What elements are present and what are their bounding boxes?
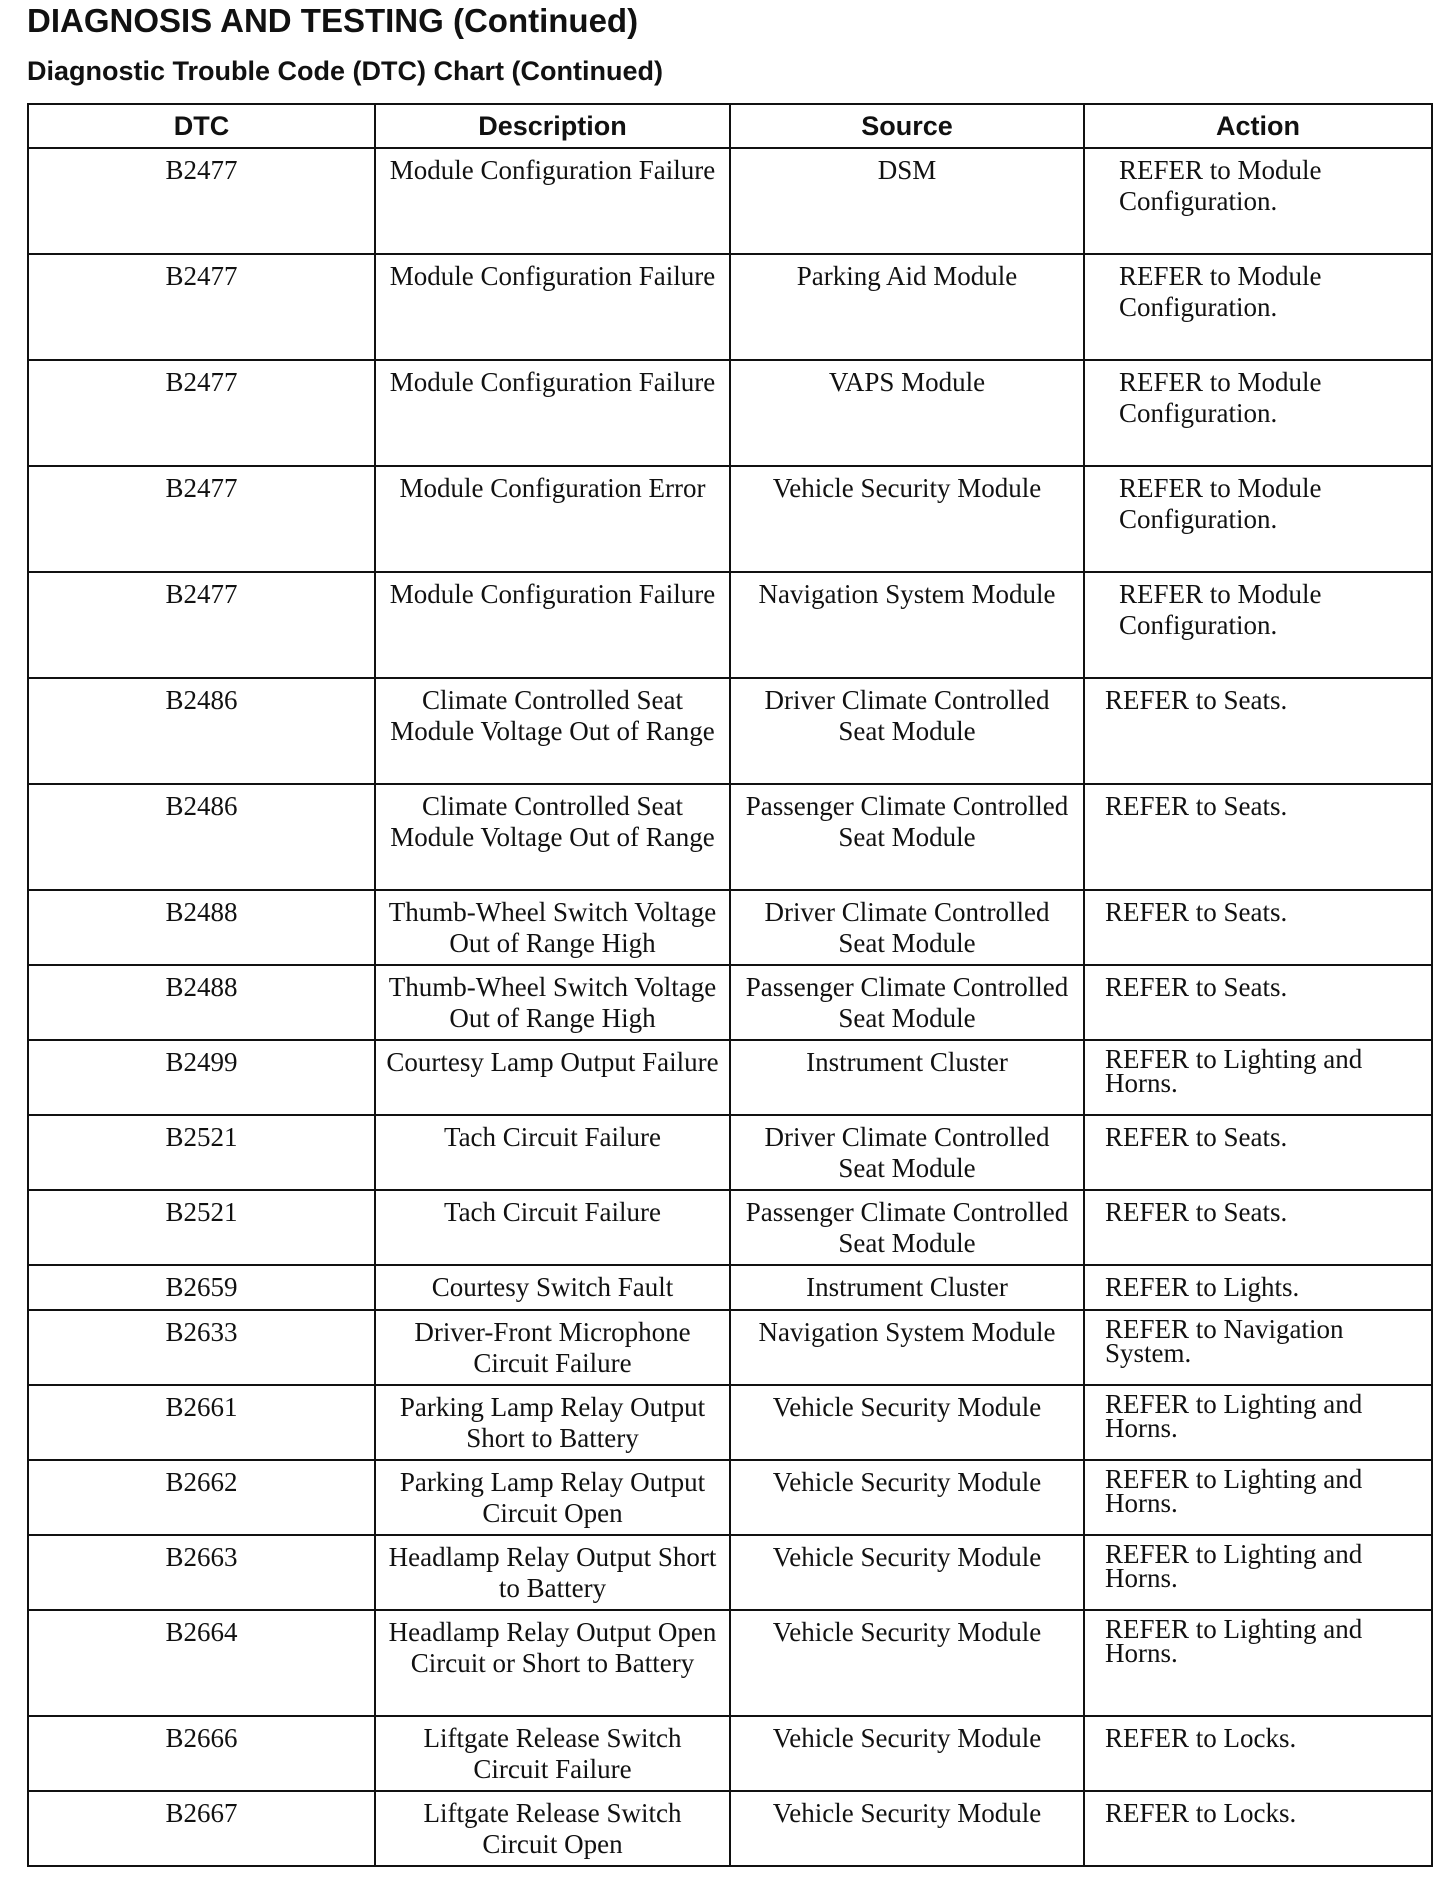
dtc-code: B2477 [28,254,375,360]
dtc-source: Vehicle Security Module [730,1385,1084,1460]
table-row [28,1535,1432,1610]
dtc-source: Vehicle Security Module [730,1460,1084,1535]
table-row [28,678,1432,784]
dtc-source: Parking Aid Module [730,254,1084,360]
dtc-code: B2477 [28,572,375,678]
table-row [28,466,1432,572]
dtc-source: Driver Climate Controlled Seat Module [730,678,1084,784]
table-row [28,148,1432,254]
dtc-action-text: REFER to Navigation System. [1105,1314,1344,1368]
dtc-action [1084,1535,1432,1610]
dtc-action: REFER to Seats. [1084,784,1432,890]
dtc-action [1084,572,1432,678]
dtc-description: Tach Circuit Failure [375,1190,730,1265]
dtc-action [1084,1460,1432,1535]
dtc-description: Liftgate Release Switch Circuit Failure [375,1716,730,1791]
dtc-action: REFER to Seats. [1084,678,1432,784]
dtc-description: Headlamp Relay Output Open Circuit or Short to Battery [375,1610,730,1716]
dtc-source: Vehicle Security Module [730,466,1084,572]
table-row [28,965,1432,1040]
dtc-action-text: REFER to Module Configuration. [1119,367,1322,428]
dtc-action: REFER to Seats. [1084,1190,1432,1265]
table-row [28,1310,1432,1385]
dtc-code: B2486 [28,784,375,890]
dtc-source: Navigation System Module [730,1310,1084,1385]
dtc-action: REFER to Seats. [1084,965,1432,1040]
dtc-action-text: REFER to Module Configuration. [1119,155,1322,216]
table-row [28,254,1432,360]
dtc-action-text: REFER to Lighting and Horns. [1105,1539,1363,1593]
dtc-description: Parking Lamp Relay Output Circuit Open [375,1460,730,1535]
dtc-source: Vehicle Security Module [730,1716,1084,1791]
dtc-code: B2477 [28,360,375,466]
dtc-code: B2662 [28,1460,375,1535]
dtc-code: B2663 [28,1535,375,1610]
table-row [28,1610,1432,1716]
dtc-source: Passenger Climate Controlled Seat Module [730,965,1084,1040]
dtc-description: Driver-Front Microphone Circuit Failure [375,1310,730,1385]
dtc-code: B2477 [28,148,375,254]
dtc-code: B2488 [28,965,375,1040]
dtc-description: Module Configuration Failure [375,572,730,678]
dtc-code: B2633 [28,1310,375,1385]
column-header-action: Action [1084,104,1432,148]
dtc-code: B2659 [28,1265,375,1310]
dtc-code: B2477 [28,466,375,572]
dtc-action [1084,148,1432,254]
dtc-action [1084,254,1432,360]
dtc-description: Courtesy Switch Fault [375,1265,730,1310]
dtc-description: Climate Controlled Seat Module Voltage Out of Range [375,678,730,784]
dtc-action-text: REFER to Lighting and Horns. [1105,1614,1363,1668]
dtc-source: Instrument Cluster [730,1265,1084,1310]
dtc-code: B2667 [28,1791,375,1866]
dtc-action-text: REFER to Lighting and Horns. [1105,1044,1363,1098]
dtc-source: Vehicle Security Module [730,1610,1084,1716]
table-row [28,1115,1432,1190]
dtc-action [1084,1310,1432,1385]
column-header-dtc: DTC [28,104,375,148]
dtc-code: B2521 [28,1115,375,1190]
table-row [28,1716,1432,1791]
dtc-action [1084,1385,1432,1460]
dtc-code: B2664 [28,1610,375,1716]
dtc-code: B2499 [28,1040,375,1115]
dtc-action: REFER to Locks. [1084,1791,1432,1866]
table-row [28,1385,1432,1460]
dtc-action [1084,466,1432,572]
dtc-code: B2521 [28,1190,375,1265]
dtc-action [1084,360,1432,466]
table-row [28,1791,1432,1866]
dtc-action: REFER to Seats. [1084,890,1432,965]
table-row [28,784,1432,890]
table-row [28,1190,1432,1265]
dtc-description: Headlamp Relay Output Short to Battery [375,1535,730,1610]
dtc-source: Vehicle Security Module [730,1791,1084,1866]
dtc-description: Liftgate Release Switch Circuit Open [375,1791,730,1866]
dtc-source: Vehicle Security Module [730,1535,1084,1610]
dtc-description: Module Configuration Error [375,466,730,572]
dtc-description: Courtesy Lamp Output Failure [375,1040,730,1115]
dtc-action [1084,1040,1432,1115]
dtc-action-text: REFER to Module Configuration. [1119,579,1322,640]
dtc-description: Climate Controlled Seat Module Voltage Out of Range [375,784,730,890]
table-row [28,1265,1432,1310]
dtc-source: Driver Climate Controlled Seat Module [730,890,1084,965]
column-header-source: Source [730,104,1084,148]
dtc-source: Passenger Climate Controlled Seat Module [730,784,1084,890]
dtc-description: Module Configuration Failure [375,360,730,466]
page-title: DIAGNOSIS AND TESTING (Continued) [27,2,639,39]
dtc-source: DSM [730,148,1084,254]
dtc-description: Tach Circuit Failure [375,1115,730,1190]
dtc-description: Thumb-Wheel Switch Voltage Out of Range High [375,890,730,965]
dtc-code: B2488 [28,890,375,965]
table-row [28,890,1432,965]
dtc-code: B2661 [28,1385,375,1460]
table-row [28,1040,1432,1115]
dtc-action [1084,1610,1432,1716]
column-header-description: Description [375,104,730,148]
table-header-row [28,104,1432,148]
dtc-action: REFER to Seats. [1084,1115,1432,1190]
table-row [28,1460,1432,1535]
dtc-source: Passenger Climate Controlled Seat Module [730,1190,1084,1265]
dtc-code: B2486 [28,678,375,784]
table-row [28,360,1432,466]
chart-title: Diagnostic Trouble Code (DTC) Chart (Continued) [27,56,663,86]
dtc-source: VAPS Module [730,360,1084,466]
dtc-action: REFER to Lights. [1084,1265,1432,1310]
dtc-source: Navigation System Module [730,572,1084,678]
dtc-action-text: REFER to Module Configuration. [1119,473,1322,534]
dtc-action: REFER to Locks. [1084,1716,1432,1791]
dtc-code: B2666 [28,1716,375,1791]
dtc-description: Thumb-Wheel Switch Voltage Out of Range High [375,965,730,1040]
dtc-description: Module Configuration Failure [375,254,730,360]
dtc-source: Driver Climate Controlled Seat Module [730,1115,1084,1190]
table-row [28,572,1432,678]
dtc-action-text: REFER to Lighting and Horns. [1105,1389,1363,1443]
dtc-description: Module Configuration Failure [375,148,730,254]
dtc-description: Parking Lamp Relay Output Short to Battery [375,1385,730,1460]
dtc-action-text: REFER to Lighting and Horns. [1105,1464,1363,1518]
dtc-action-text: REFER to Module Configuration. [1119,261,1322,322]
dtc-source: Instrument Cluster [730,1040,1084,1115]
dtc-chart-table [27,103,1433,1867]
